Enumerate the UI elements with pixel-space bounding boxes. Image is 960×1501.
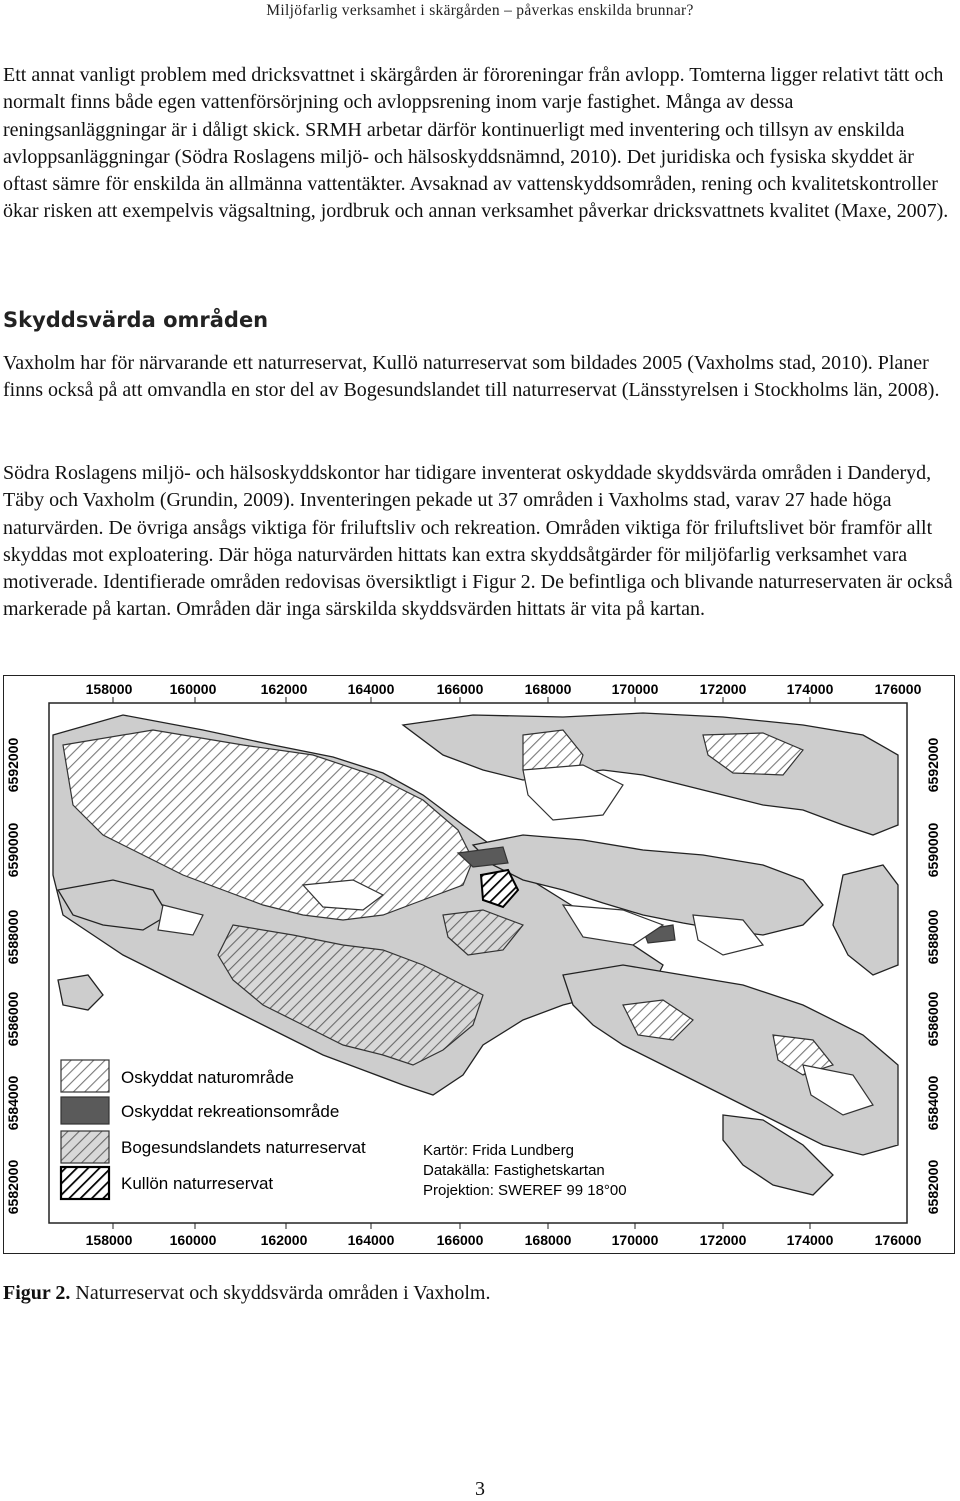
x-tick-label-top: 164000 <box>347 681 395 697</box>
y-tick-label-left: 6588000 <box>5 909 21 965</box>
legend-label: Oskyddat rekreationsområde <box>121 1102 340 1121</box>
y-tick-label-left: 6582000 <box>5 1159 21 1215</box>
section-heading: Skyddsvärda områden <box>3 308 269 332</box>
credit-line: Kartör: Frida Lundberg <box>423 1142 574 1159</box>
x-tick-label-bottom: 158000 <box>85 1232 133 1248</box>
y-tick-label-left: 6586000 <box>5 991 21 1047</box>
x-tick-label-bottom: 172000 <box>699 1232 747 1248</box>
x-tick-label-bottom: 174000 <box>786 1232 834 1248</box>
y-tick-label-right: 6588000 <box>925 909 941 965</box>
x-tick-label-top: 162000 <box>260 681 308 697</box>
paragraph-text: Ett annat vanligt problem med dricksvattnet i skärgården är föroreningar från avlopp. Tomterna ligger relativt tätt och normalt finns både egen vattenförsörjning och avloppsrening inom varje fastighet. Många av dessa reningsanläggningar är i dåligt skick. SRMH arbetar därför kontinuerligt med inventering och tillsyn av enskilda avloppsanläggningar (Södra Roslagens miljö- och hälsoskyddsnämnd, 2010). Det juridiska och fysiska skyddet är oftast sämre för enskilda än allmänna vattentäkter. Avsaknad av vattenskyddsområden, rening och kvalitetskontroller ökar risken att exempelvis vägsaltning, jordbruk och annan verksamhet påverkar dricksvattnets kvalitet (Maxe, 2007). <box>3 64 949 223</box>
legend-label: Bogesundslandets naturreservat <box>121 1138 366 1157</box>
x-tick-label-top: 166000 <box>436 681 484 697</box>
x-tick-label-top: 170000 <box>611 681 659 697</box>
paragraph-text: Södra Roslagens miljö- och hälsoskyddskontor har tidigare inventerat oskyddade skyddsvärda områden i Danderyd, Täby och Vaxholm (Grundin, 2009). Inventeringen pekade ut 37 områden i Vaxholms stad, varav 27 hade höga naturvärden. De övriga ansågs viktiga för friluftsliv och rekreation. Områden viktiga för friluftslivet bör framför allt skyddas mot exploatering. Där höga naturvärden hittats kan extra skyddsåtgärder för miljöfarlig verksamhet vara motiverade. Identifierade områden redovisas översiktligt i Figur 2. De befintliga och blivande naturreservaten är också markerade på kartan. Områden där inga särskilda skyddsvärden hittats är vita på kartan. <box>3 462 953 621</box>
x-tick-label-bottom: 176000 <box>874 1232 922 1248</box>
x-tick-label-top: 168000 <box>524 681 572 697</box>
y-tick-label-right: 6584000 <box>925 1075 941 1131</box>
figure-caption <box>3 1282 491 1305</box>
x-tick-label-bottom: 164000 <box>347 1232 395 1248</box>
y-tick-label-left: 6584000 <box>5 1075 21 1131</box>
x-tick-label-bottom: 170000 <box>611 1232 659 1248</box>
x-tick-label-bottom: 160000 <box>169 1232 217 1248</box>
body-paragraph-1 <box>3 62 953 226</box>
paragraph-text: Vaxholm har för närvarande ett naturreservat, Kullö naturreservat som bildades 2005 (Vaxholms stad, 2010). Planer finns också på att omvandla en stor del av Bogesundslandet till naturreservat (Länsstyrelsen i Stockholms län, 2008). <box>3 352 940 402</box>
legend-label: Oskyddat naturområde <box>121 1068 294 1087</box>
body-paragraph-2 <box>3 350 953 405</box>
running-header: Miljöfarlig verksamhet i skärgården – påverkas enskilda brunnar? <box>266 2 694 19</box>
x-tick-label-top: 172000 <box>699 681 747 697</box>
legend-swatch-recreation <box>61 1097 109 1124</box>
x-tick-label-bottom: 166000 <box>436 1232 484 1248</box>
x-tick-label-top: 176000 <box>874 681 922 697</box>
x-tick-label-top: 174000 <box>786 681 834 697</box>
y-tick-label-right: 6590000 <box>925 822 941 878</box>
page-number: 3 <box>475 1478 485 1500</box>
caption-text: Naturreservat och skyddsvärda områden i Vaxholm. <box>70 1282 491 1304</box>
vaxholm-map <box>3 675 955 1254</box>
x-tick-label-bottom: 162000 <box>260 1232 308 1248</box>
x-tick-label-bottom: 168000 <box>524 1232 572 1248</box>
y-tick-label-right: 6582000 <box>925 1159 941 1215</box>
x-tick-label-top: 158000 <box>85 681 133 697</box>
map-figure <box>3 675 960 1254</box>
legend-swatch-bogesund <box>61 1131 109 1163</box>
y-tick-label-left: 6590000 <box>5 822 21 878</box>
legend-label: Kullön naturreservat <box>121 1174 274 1193</box>
x-tick-label-top: 160000 <box>169 681 217 697</box>
body-paragraph-3 <box>3 460 953 624</box>
caption-label: Figur 2. <box>3 1282 71 1304</box>
credit-line: Datakälla: Fastighetskartan <box>423 1162 605 1179</box>
legend-swatch-nature <box>61 1060 109 1092</box>
legend-swatch-kullon <box>61 1167 109 1199</box>
y-tick-label-right: 6592000 <box>925 737 941 793</box>
credit-line: Projektion: SWEREF 99 18°00 <box>423 1182 627 1199</box>
y-tick-label-right: 6586000 <box>925 991 941 1047</box>
y-tick-label-left: 6592000 <box>5 737 21 793</box>
